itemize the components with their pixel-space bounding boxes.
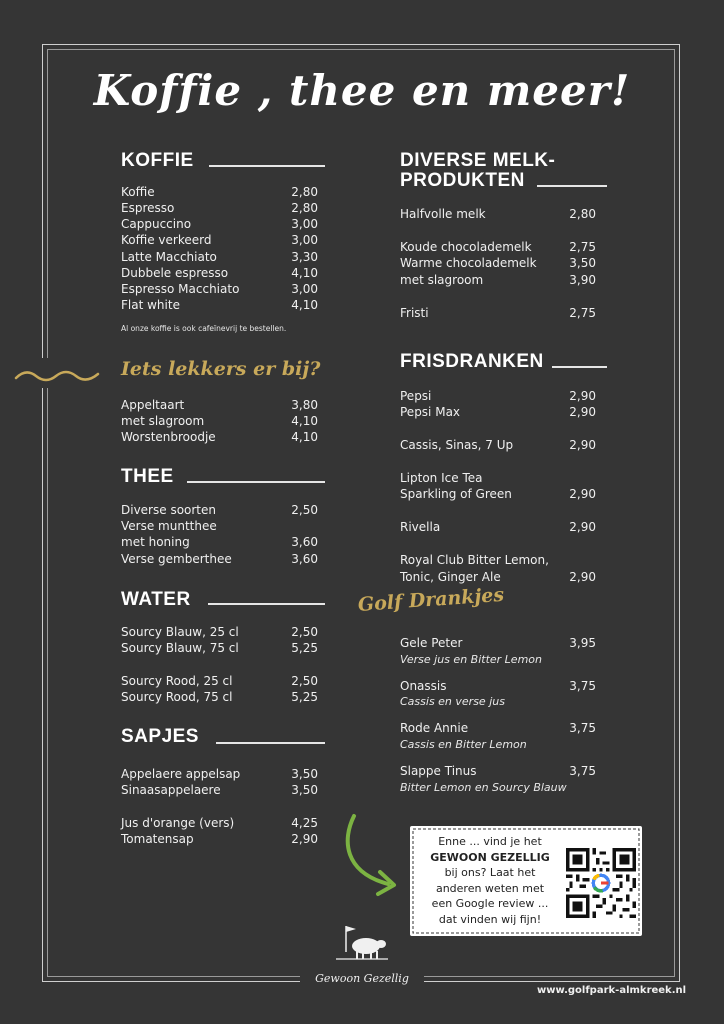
list-item: Koffie verkeerd	[121, 233, 212, 247]
price: 2,50	[291, 674, 318, 688]
price: 2,90	[569, 520, 596, 534]
wave-ornament	[14, 366, 100, 386]
list-item: Dubbele espresso	[121, 266, 229, 280]
price: 2,90	[569, 438, 596, 452]
item-description: Bitter Lemon en Sourcy Blauw	[400, 781, 567, 794]
list-item: Cassis, Sinas, 7 Up	[400, 438, 514, 452]
item-description: Cassis en verse jus	[400, 695, 505, 708]
list-item: Royal Club Bitter Lemon,	[400, 553, 549, 567]
list-item: Diverse soorten	[121, 503, 217, 517]
list-item: Koude chocolademelk	[400, 240, 532, 254]
list-item: Appeltaart	[121, 398, 185, 412]
list-item: Halfvolle melk	[400, 207, 486, 221]
price: 3,50	[569, 256, 596, 270]
sapjes-rule	[216, 742, 325, 744]
price: 2,90	[291, 832, 318, 846]
list-item: Appelaere appelsap	[121, 767, 241, 781]
melk-rule	[537, 185, 607, 187]
review-line: dat vinden wij fijn!	[438, 912, 542, 926]
list-item: Gele Peter	[400, 636, 463, 650]
list-item: Worstenbroodje	[121, 430, 216, 444]
price: 2,80	[291, 201, 318, 215]
review-line: een Google review ...	[431, 897, 549, 910]
price: 4,10	[291, 266, 318, 280]
list-item: Sourcy Rood, 25 cl	[121, 674, 233, 688]
water-heading: WATER	[121, 589, 191, 610]
fris-heading: FRISDRANKEN	[400, 351, 544, 372]
list-item: Pepsi Max	[400, 405, 461, 419]
sapjes-heading: SAPJES	[121, 726, 199, 747]
list-item: Fristi	[400, 306, 429, 320]
fris-rule	[552, 366, 607, 368]
list-item: Verse muntthee	[121, 519, 217, 533]
sheep-logo-icon	[330, 922, 394, 964]
price: 2,50	[291, 625, 318, 639]
list-item: Espresso	[121, 201, 175, 215]
price: 3,75	[569, 721, 596, 735]
price: 3,30	[291, 250, 318, 264]
list-item: met honing	[121, 535, 190, 549]
melk-heading-line1: DIVERSE MELK-	[400, 150, 556, 171]
list-item: Sourcy Blauw, 25 cl	[121, 625, 239, 639]
price: 2,75	[569, 240, 596, 254]
water-rule	[208, 603, 325, 605]
price: 5,25	[291, 641, 318, 655]
golf-heading: Golf Drankjes	[357, 583, 505, 616]
list-item: Rode Annie	[400, 721, 469, 735]
price: 3,75	[569, 679, 596, 693]
list-item: Tonic, Ginger Ale	[400, 570, 501, 584]
list-item: Jus d'orange (vers)	[121, 816, 235, 830]
list-item: Sourcy Blauw, 75 cl	[121, 641, 239, 655]
price: 2,80	[291, 185, 318, 199]
list-item: Sourcy Rood, 75 cl	[121, 690, 233, 704]
qr-code-icon[interactable]	[566, 848, 636, 918]
price: 2,50	[291, 503, 318, 517]
price: 3,75	[569, 764, 596, 778]
list-item: Flat white	[121, 298, 180, 312]
item-description: Verse jus en Bitter Lemon	[400, 653, 542, 666]
price: 4,25	[291, 816, 318, 830]
price: 2,90	[569, 570, 596, 584]
thee-heading: THEE	[121, 466, 174, 487]
list-item: met slagroom	[400, 273, 484, 287]
price: 2,90	[569, 487, 596, 501]
review-text	[420, 834, 560, 927]
list-item: Sparkling of Green	[400, 487, 512, 501]
koffie-rule	[209, 165, 325, 167]
price: 2,80	[569, 207, 596, 221]
price: 3,00	[291, 282, 318, 296]
lekkers-heading: Iets lekkers er bij?	[121, 358, 321, 380]
price: 3,60	[291, 552, 318, 566]
list-item: Rivella	[400, 520, 441, 534]
list-item: Latte Macchiato	[121, 250, 217, 264]
list-item: Cappuccino	[121, 217, 192, 231]
list-item: Pepsi	[400, 389, 432, 403]
list-item: Slappe Tinus	[400, 764, 477, 778]
price: 3,80	[291, 398, 318, 412]
price: 3,50	[291, 783, 318, 797]
price: 4,10	[291, 298, 318, 312]
logo-text: Gewoon Gezellig	[315, 972, 409, 985]
review-line: bij ons? Laat het	[444, 866, 536, 879]
review-line: anderen weten met	[435, 881, 545, 895]
price: 4,10	[291, 414, 318, 428]
website-link[interactable]: www.golfpark-almkreek.nl	[537, 985, 687, 996]
price: 3,95	[569, 636, 596, 650]
price: 3,50	[291, 767, 318, 781]
review-line: GEWOON GEZELLIG	[430, 850, 550, 864]
list-item: Onassis	[400, 679, 447, 693]
list-item: met slagroom	[121, 414, 205, 428]
melk-heading-line2: PRODUKTEN	[400, 170, 525, 191]
list-item: Tomatensap	[121, 832, 194, 846]
arrow-icon	[338, 810, 408, 900]
price: 2,75	[569, 306, 596, 320]
review-line: Enne ... vind je het	[438, 835, 542, 848]
price: 3,60	[291, 535, 318, 549]
list-item: Lipton Ice Tea	[400, 471, 483, 485]
koffie-heading: KOFFIE	[121, 150, 194, 171]
list-item: Sinaasappelaere	[121, 783, 221, 797]
price: 3,00	[291, 233, 318, 247]
price: 3,90	[569, 273, 596, 287]
list-item: Espresso Macchiato	[121, 282, 240, 296]
thee-rule	[187, 481, 325, 483]
price: 5,25	[291, 690, 318, 704]
list-item: Verse gemberthee	[121, 552, 232, 566]
price: 3,00	[291, 217, 318, 231]
price: 2,90	[569, 405, 596, 419]
price: 4,10	[291, 430, 318, 444]
list-item: Warme chocolademelk	[400, 256, 537, 270]
item-description: Cassis en Bitter Lemon	[400, 738, 527, 751]
price: 2,90	[569, 389, 596, 403]
page-title: Koffie , thee en meer!	[93, 66, 631, 115]
koffie-note: Al onze koffie is ook cafeïnevrij te bestellen.	[121, 324, 287, 333]
list-item: Koffie	[121, 185, 155, 199]
